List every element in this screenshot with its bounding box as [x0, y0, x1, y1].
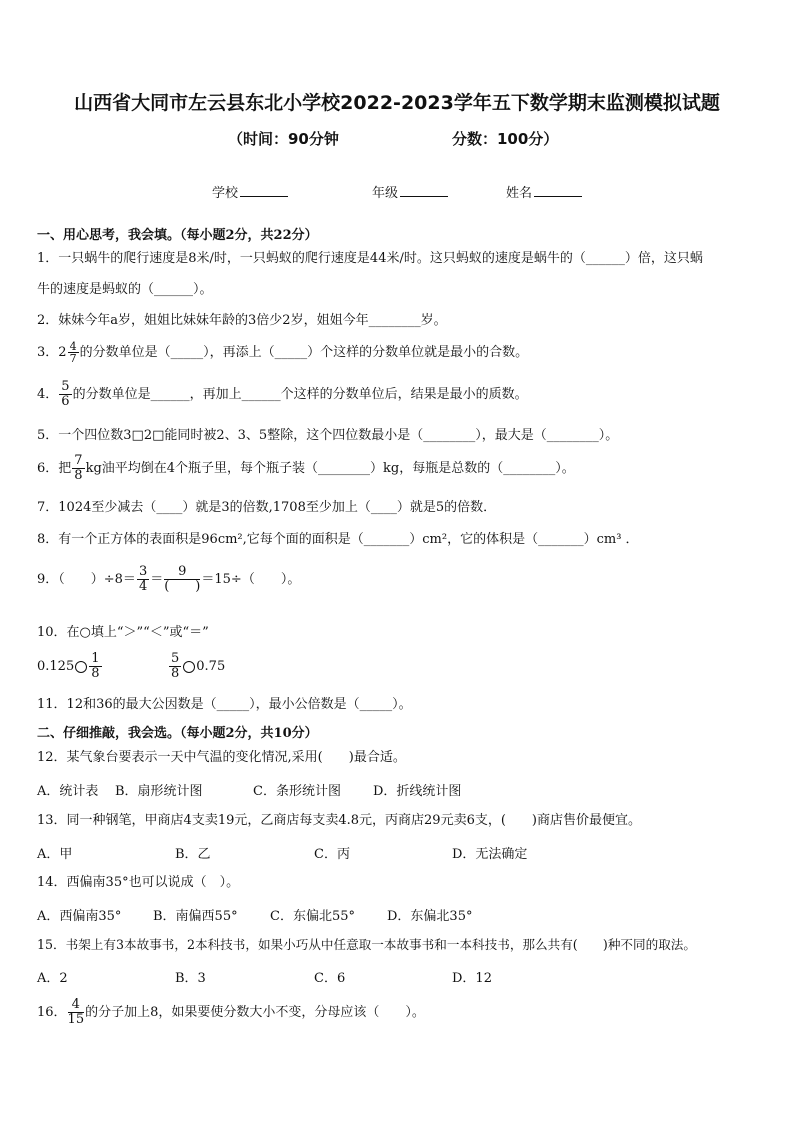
q10a-numerator: 1 — [91, 651, 100, 666]
q9-f1-numerator: 3 — [138, 564, 148, 579]
question-2: 2．妹妹今年a岁，姐姐比妹妹年龄的3倍少2岁，姐姐今年________岁。 — [37, 313, 447, 328]
q6-fraction — [72, 454, 84, 483]
q13-option-a[interactable]: A．甲 — [37, 847, 73, 862]
q9-text-pre: 9．（ ）÷8＝ — [37, 572, 136, 587]
q13-option-c[interactable]: C．丙 — [314, 847, 350, 862]
q16-number: 16． — [37, 1005, 67, 1020]
question-5: 5．一个四位数3□2□能同时被2、3、5整除，这个四位数最小是（________），最大是（________）。 — [37, 428, 619, 443]
q6-denominator: 8 — [74, 468, 83, 483]
q15-option-a[interactable]: A．2 — [37, 971, 68, 986]
q4-text: 的分数单位是______，再加上______个这样的分数单位后，结果是最小的质数。 — [72, 387, 528, 402]
score-info: 分数：100分） — [452, 130, 559, 148]
q6-numerator: 7 — [74, 453, 83, 468]
question-8: 8．有一个正方体的表面积是96cm²,它每个面的面积是（_______）cm²，它的体积是（_______）cm³ ． — [37, 532, 639, 547]
q3-numerator: 4 — [69, 340, 77, 353]
q14-option-a[interactable]: A．西偏南35° — [37, 909, 122, 924]
q6-number: 6．把 — [37, 461, 72, 476]
q12-option-d[interactable]: D．折线统计图 — [373, 784, 462, 799]
section-2-heading: 二、仔细推敲，我会选。（每小题2分，共10分） — [37, 726, 318, 741]
q9-text-post: ＝15÷（ ）。 — [201, 572, 301, 587]
school-field — [212, 182, 288, 201]
q4-fraction — [59, 380, 71, 409]
q9-fraction-2 — [164, 565, 200, 594]
q4-denominator: 6 — [61, 394, 70, 409]
question-9 — [37, 565, 300, 594]
q15-option-b[interactable]: B．3 — [175, 971, 206, 986]
question-10-part-b — [168, 652, 225, 681]
grade-blank — [400, 184, 448, 197]
q10a-left: 0.125 — [37, 659, 75, 674]
section-1-heading: 一、用心思考，我会填。（每小题2分，共22分） — [37, 228, 318, 243]
q16-fraction — [68, 998, 85, 1027]
question-10-part-a — [37, 652, 103, 681]
school-label: 学校 — [212, 186, 239, 201]
question-3 — [37, 341, 528, 364]
exam-title: 山西省大同市左云县东北小学校2022-2023学年五下数学期末监测模拟试题 — [74, 92, 720, 114]
question-11: 11．12和36的最大公因数是（_____），最小公倍数是（_____）。 — [37, 697, 412, 712]
q10a-fraction — [89, 652, 101, 681]
question-10: 10．在○填上“＞”“＜”或“＝” — [37, 625, 209, 640]
q3-text: 的分数单位是（_____），再添上（_____）个这样的分数单位就是最小的合数。 — [79, 345, 529, 360]
question-1-line-2: 牛的速度是蚂蚁的（______）。 — [37, 282, 213, 297]
question-7: 7．1024至少减去（____）就是3的倍数,1708至少加上（____）就是5的倍数． — [37, 500, 497, 515]
q10b-fraction — [169, 652, 181, 681]
q16-denominator: 15 — [67, 1012, 85, 1027]
q9-equals: ＝ — [150, 572, 164, 587]
question-16 — [37, 998, 425, 1027]
question-4 — [37, 380, 528, 409]
question-15: 15．书架上有3本故事书，2本科技书，如果小巧从中任意取一本故事书和一本科技书，那么共有( )种不同的取法。 — [37, 937, 696, 952]
q9-f1-denominator: 4 — [138, 579, 148, 594]
grade-label: 年级 — [372, 186, 399, 201]
q10b-numerator: 5 — [171, 651, 180, 666]
question-12: 12．某气象台要表示一天中气温的变化情况,采用( )最合适。 — [37, 750, 406, 765]
q10b-right: 0.75 — [196, 659, 226, 674]
question-14: 14．西偏南35°也可以说成（ ）。 — [37, 875, 240, 890]
q14-option-c[interactable]: C．东偏北55° — [270, 909, 355, 924]
q6-text: kg油平均倒在4个瓶子里，每个瓶子装（________）kg，每瓶是总数的（________）。 — [85, 461, 575, 476]
q3-fraction — [68, 341, 79, 364]
q9-f2-denominator: ( ) — [164, 579, 201, 594]
q12-option-c[interactable]: C．条形统计图 — [253, 784, 341, 799]
q10b-denominator: 8 — [171, 666, 180, 681]
compare-circle-icon[interactable] — [183, 661, 195, 673]
q15-option-d[interactable]: D．12 — [452, 971, 492, 986]
question-13: 13．同一种钢笔，甲商店4支卖19元，乙商店每支卖4.8元，丙商店29元卖6支，( )商店售价最便宜。 — [37, 813, 641, 828]
name-field — [506, 182, 582, 201]
compare-circle-icon[interactable] — [75, 661, 87, 673]
name-blank — [534, 184, 582, 197]
name-label: 姓名 — [506, 186, 533, 201]
q12-option-b[interactable]: B．扇形统计图 — [115, 784, 203, 799]
q3-number: 3． — [37, 345, 59, 360]
q16-numerator: 4 — [68, 998, 85, 1013]
grade-field — [372, 182, 448, 201]
school-blank — [240, 184, 288, 197]
q13-option-b[interactable]: B．乙 — [175, 847, 211, 862]
question-1-line-1: 1．一只蜗牛的爬行速度是8米/时，一只蚂蚁的爬行速度是44米/时。这只蚂蚁的速度是蜗牛的（______）倍，这只蜗 — [37, 251, 703, 266]
q15-option-c[interactable]: C．6 — [314, 971, 346, 986]
q3-denominator: 7 — [69, 352, 77, 365]
question-6 — [37, 454, 575, 483]
q4-numerator: 5 — [61, 379, 70, 394]
q9-f2-numerator: 9 — [164, 565, 200, 580]
q4-number: 4． — [37, 387, 59, 402]
q3-whole: 2 — [58, 345, 67, 360]
time-info: （时间：90分钟 — [228, 130, 339, 148]
q16-text: 的分子加上8，如果要使分数大小不变，分母应该（ ）。 — [85, 1005, 425, 1020]
q10a-denominator: 8 — [91, 666, 100, 681]
q13-option-d[interactable]: D．无法确定 — [452, 847, 528, 862]
q12-option-a[interactable]: A．统计表 — [37, 784, 99, 799]
q14-option-b[interactable]: B．南偏西55° — [153, 909, 238, 924]
q14-option-d[interactable]: D．东偏北35° — [387, 909, 473, 924]
q9-fraction-1 — [137, 565, 149, 594]
